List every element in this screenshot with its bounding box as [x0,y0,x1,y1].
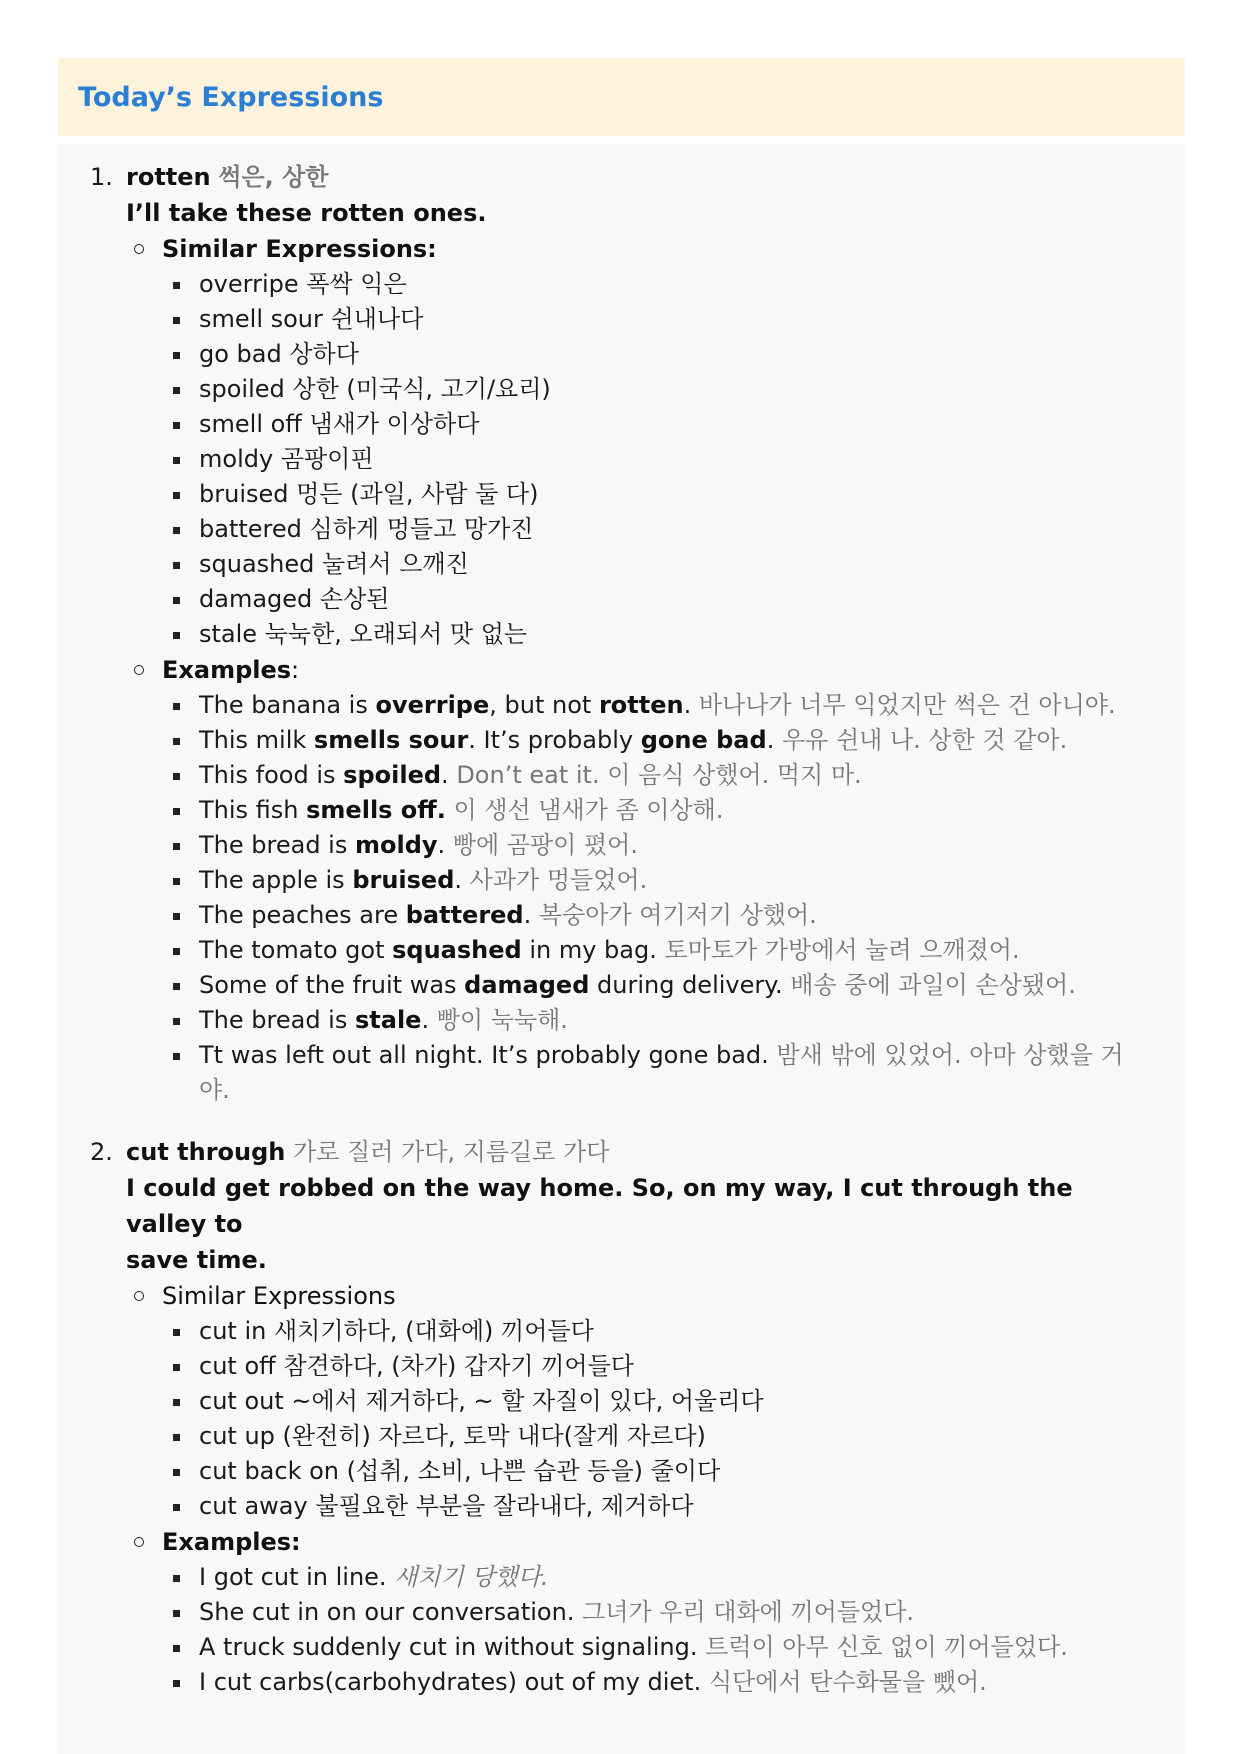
example-item [162,1560,1153,1595]
examples-section [126,652,1153,1108]
example-item [162,688,1153,723]
examples-heading: Examples: [162,1528,301,1556]
example-text: during delivery. [589,971,783,999]
example-text: This milk [199,726,314,754]
circle-bullet-icon [134,244,144,254]
circle-bullet-icon [134,1537,144,1547]
example-text: . [437,831,446,859]
similar-en: cut away [199,1492,308,1520]
similar-en: smell sour [199,305,323,333]
similar-ko: 쉰내나다 [330,305,424,333]
square-bullet-icon [173,1053,180,1060]
similar-ko: 곰팡이핀 [280,445,374,473]
expression-number: 2. [90,1138,113,1166]
page-title: Today’s Expressions [78,81,384,113]
example-item [162,898,1153,933]
example-korean: 우유 쉰내 나. 상한 것 같아. [781,726,1068,754]
example-korean: 식단에서 탄수화물을 뺐어. [708,1668,987,1696]
similar-item [162,372,1153,407]
example-keyword: overripe [375,691,490,719]
similar-item [162,1384,1153,1419]
example-item [162,793,1153,828]
similar-en: stale [199,620,258,648]
square-bullet-icon [173,562,180,569]
expression-term-line [126,159,1153,195]
example-item [162,933,1153,968]
expression-term-korean: 가로 질러 가다, 지름길로 가다 [293,1138,610,1166]
square-bullet-icon [173,422,180,429]
square-bullet-icon [173,773,180,780]
similar-item [162,302,1153,337]
example-text: . [421,1006,430,1034]
similar-item [162,617,1153,652]
example-korean: 야. [199,1076,230,1104]
square-bullet-icon [173,492,180,499]
square-bullet-icon [173,1329,180,1336]
similar-ko: 폭싹 익은 [306,270,407,298]
example-keyword: damaged [464,971,590,999]
similar-en: spoiled [199,375,285,403]
example-text: She cut in on our conversation. [199,1598,575,1626]
example-text: The banana is [199,691,376,719]
example-item [162,863,1153,898]
similar-item [162,442,1153,477]
square-bullet-icon [173,1434,180,1441]
example-item [162,1665,1153,1700]
similar-ko: 멍든 (과일, 사람 둘 다) [296,480,539,508]
example-text: . [766,726,775,754]
similar-ko: 눌려서 으깨진 [322,550,469,578]
expression-term: rotten [126,163,211,191]
similar-en: cut in [199,1317,267,1345]
example-item [162,1038,1153,1108]
content-panel [58,144,1185,1754]
similar-ko: 불필요한 부분을 잘라내다, 제거하다 [315,1492,694,1520]
similar-ko: (완전히) 자르다, 토막 내다(잘게 자르다) [282,1422,706,1450]
example-korean: 밤새 밖에 있었어. 아마 상했을 거 [776,1041,1124,1069]
example-korean: 새치기 당했다. [394,1563,549,1591]
square-bullet-icon [173,808,180,815]
example-keyword: smells sour [313,726,469,754]
example-korean: 빵에 곰팡이 폈어. [452,831,638,859]
example-item [162,968,1153,1003]
example-keyword: stale [354,1006,422,1034]
example-text: . [683,691,692,719]
example-text: . [441,761,449,789]
similar-ko: (섭취, 소비, 나쁜 습관 등을) 줄이다 [346,1457,721,1485]
example-text: This fish [199,796,307,824]
similar-en: cut up [199,1422,275,1450]
expression-term-korean: 썩은, 상한 [218,163,329,191]
example-item [162,828,1153,863]
example-text-grey: Don’t eat it. [456,761,600,789]
example-korean: 트럭이 아무 신호 없이 끼어들었다. [705,1633,1068,1661]
example-text: , but not [489,691,599,719]
square-bullet-icon [173,1469,180,1476]
example-text: I cut carbs(carbohydrates) out of my diet. [199,1668,702,1696]
example-korean: 이 생선 냄새가 좀 이상해. [453,796,724,824]
similar-en: squashed [199,550,315,578]
example-text: The bread is [199,1006,355,1034]
expression-list [90,159,1153,1700]
example-text: A truck suddenly cut in without signaling. [199,1633,698,1661]
similar-item [162,512,1153,547]
example-item [162,758,1153,793]
example-keyword: battered [405,901,524,929]
square-bullet-icon [173,1504,180,1511]
square-bullet-icon [173,1364,180,1371]
similar-item [162,582,1153,617]
expression-number: 1. [90,163,113,191]
expression-sentence [126,1170,1153,1278]
circle-bullet-icon [134,665,144,675]
similar-en: damaged [199,585,313,613]
example-text: . It’s probably [468,726,641,754]
similar-heading: Similar Expressions [162,1282,396,1310]
similar-item [162,267,1153,302]
square-bullet-icon [173,738,180,745]
example-korean: 사과가 멍들었어. [469,866,648,894]
square-bullet-icon [173,843,180,850]
square-bullet-icon [173,597,180,604]
expression-sublist [126,1278,1153,1700]
square-bullet-icon [173,317,180,324]
expression-item [90,1134,1153,1700]
example-korean: 이 음식 상했어. 먹지 마. [607,761,862,789]
expression-term: cut through [126,1138,286,1166]
examples-heading-line [162,652,1153,688]
example-text: in my bag. [521,936,657,964]
square-bullet-icon [173,948,180,955]
square-bullet-icon [173,282,180,289]
square-bullet-icon [173,1018,180,1025]
square-bullet-icon [173,352,180,359]
square-bullet-icon [173,632,180,639]
similar-en: moldy [199,445,274,473]
similar-section [126,231,1153,652]
example-text: This food is [199,761,344,789]
square-bullet-icon [173,913,180,920]
examples-list [162,1560,1153,1700]
square-bullet-icon [173,703,180,710]
similar-item [162,1314,1153,1349]
similar-en: cut out [199,1387,284,1415]
example-text: . [523,901,532,929]
square-bullet-icon [173,878,180,885]
example-keyword: moldy [354,831,438,859]
example-keyword: spoiled [343,761,442,789]
example-korean: 바나나가 너무 익었지만 썩은 건 아니야. [698,691,1116,719]
example-item [162,723,1153,758]
expression-sublist [126,231,1153,1108]
example-korean: 빵이 눅눅해. [436,1006,568,1034]
similar-ko: 새치기하다, (대화에) 끼어들다 [273,1317,594,1345]
example-keyword: squashed [392,936,522,964]
example-korean: 복숭아가 여기저기 상했어. [538,901,817,929]
square-bullet-icon [173,527,180,534]
circle-bullet-icon [134,1291,144,1301]
example-item [162,1630,1153,1665]
square-bullet-icon [173,1645,180,1652]
similar-ko: 냄새가 이상하다 [309,410,480,438]
expression-sentence: I’ll take these rotten ones. [126,199,487,227]
similar-list [162,1314,1153,1524]
examples-list [162,688,1153,1108]
square-bullet-icon [173,1575,180,1582]
similar-en: bruised [199,480,289,508]
similar-en: battered [199,515,302,543]
square-bullet-icon [173,1680,180,1687]
similar-ko: 눅눅한, 오래되서 맛 없는 [264,620,528,648]
similar-ko: 참견하다, (차가) 갑자기 끼어들다 [283,1352,634,1380]
similar-ko: ~에서 제거하다, ~ 할 자질이 있다, 어울리다 [291,1387,764,1415]
similar-heading: Similar Expressions: [162,235,437,263]
similar-item [162,1349,1153,1384]
similar-item [162,1454,1153,1489]
examples-heading: Examples [162,656,292,684]
similar-item [162,547,1153,582]
example-item [162,1003,1153,1038]
similar-list [162,267,1153,652]
similar-en: cut back on [199,1457,340,1485]
example-keyword: smells off. [306,796,446,824]
similar-en: go bad [199,340,282,368]
example-keyword: gone bad [640,726,767,754]
similar-item [162,1419,1153,1454]
example-text: The tomato got [199,936,393,964]
example-text: The apple is [199,866,353,894]
example-text: The peaches are [199,901,406,929]
similar-ko: 상한 (미국식, 고기/요리) [292,375,551,403]
title-band [58,58,1185,136]
similar-en: overripe [199,270,299,298]
similar-ko: 손상된 [319,585,390,613]
similar-ko: 상하다 [289,340,359,368]
similar-item [162,407,1153,442]
similar-section [126,1278,1153,1524]
similar-item [162,337,1153,372]
example-text: I got cut in line. [199,1563,387,1591]
square-bullet-icon [173,1610,180,1617]
example-korean: 그녀가 우리 대화에 끼어들었다. [582,1598,915,1626]
square-bullet-icon [173,457,180,464]
square-bullet-icon [173,387,180,394]
examples-heading-colon: : [291,656,300,684]
example-text: Some of the fruit was [199,971,465,999]
example-keyword: bruised [352,866,455,894]
example-korean: 토마토가 가방에서 눌려 으깨졌어. [664,936,1020,964]
example-korean: 배송 중에 과일이 손상됐어. [790,971,1076,999]
expression-term-line [126,1134,1153,1170]
example-keyword: rotten [598,691,684,719]
square-bullet-icon [173,983,180,990]
example-item [162,1595,1153,1630]
similar-ko: 심하게 멍들고 망가진 [309,515,534,543]
similar-en: smell off [199,410,302,438]
example-text: Tt was left out all night. It’s probably gone bad. [199,1041,769,1069]
examples-section [126,1524,1153,1700]
expression-sentence-line: I could get robbed on the way home. So, on my way, I cut through the valley to [126,1174,1073,1238]
similar-item [162,477,1153,512]
similar-en: cut off [199,1352,276,1380]
expression-sentence-line: save time. [126,1246,267,1274]
expression-item [90,159,1153,1108]
similar-item [162,1489,1153,1524]
example-text: . [454,866,463,894]
example-text: The bread is [199,831,355,859]
square-bullet-icon [173,1399,180,1406]
